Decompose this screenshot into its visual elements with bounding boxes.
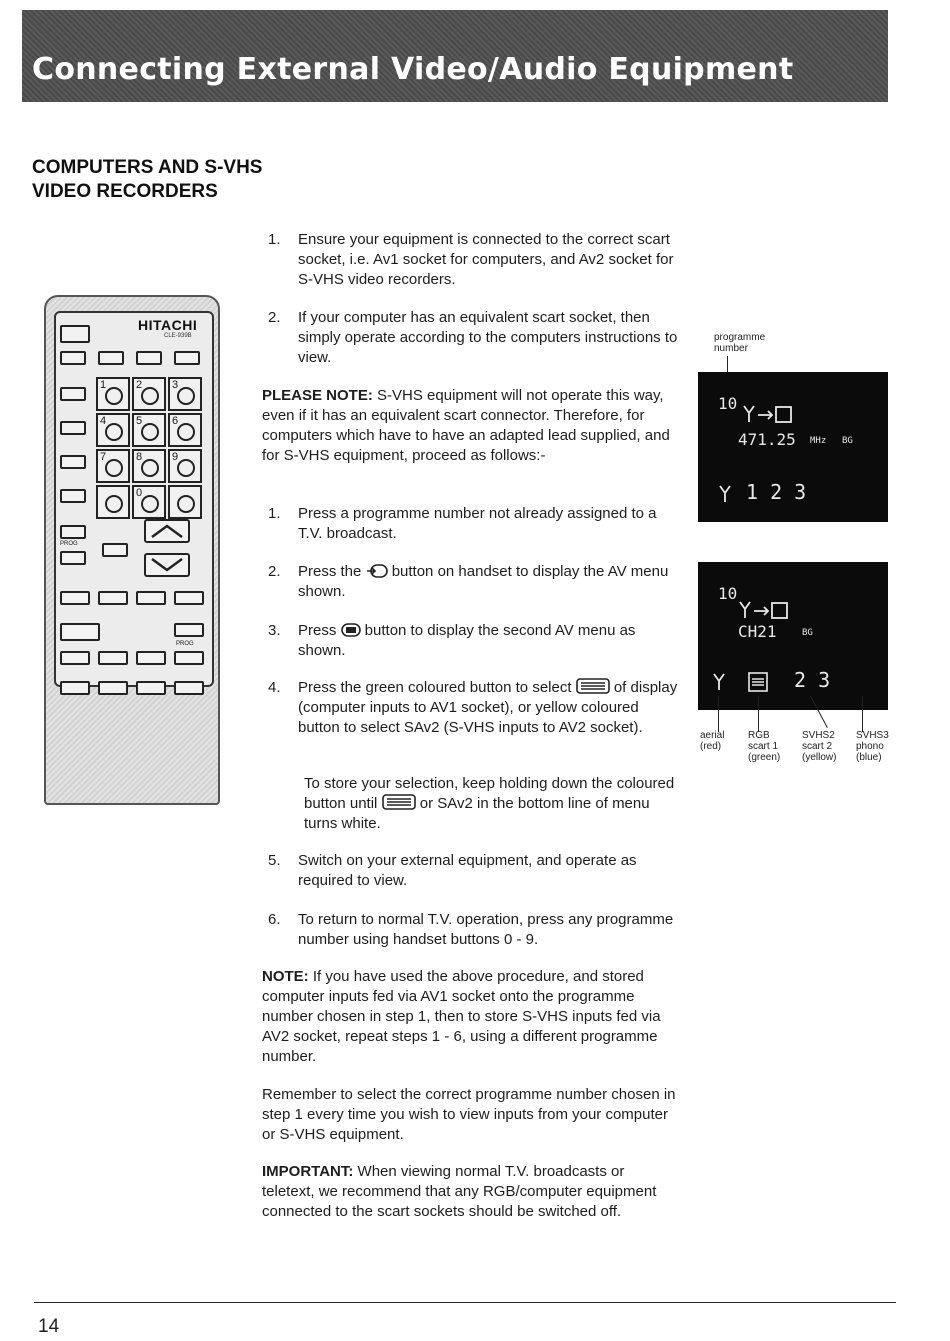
remote-side-button (60, 421, 86, 435)
remote-side-button (60, 489, 86, 503)
remote-side-button (102, 543, 128, 557)
chevron-up-icon (146, 521, 188, 541)
remote-vcr-button (60, 623, 100, 641)
aerial-icon (718, 484, 732, 504)
remote-number-key: 5 (132, 413, 166, 447)
remote-small-button (98, 351, 124, 365)
remote-number-key: 2 (132, 377, 166, 411)
remote-vcr-button (60, 651, 90, 665)
remote-prog-label: PROG (60, 541, 78, 547)
rgb-symbol-icon (576, 678, 610, 694)
remote-number-key: 1 (96, 377, 130, 411)
screen-programme-number: 10 (718, 394, 738, 413)
remote-colour-button (60, 591, 90, 605)
screen-svhs-inputs: 2 3 (794, 668, 831, 692)
remote-vcr-button (136, 651, 166, 665)
remote-side-button (60, 455, 86, 469)
remote-number-key (96, 485, 130, 519)
remote-vcr-button (174, 681, 204, 695)
caption-rgb: RGB scart 1 (green) (748, 730, 781, 763)
caption-leader-line (862, 696, 863, 732)
caption-aerial: aerial (red) (700, 730, 725, 752)
screen-system: BG (842, 436, 853, 446)
screen-av-inputs: 1 2 3 (746, 480, 807, 504)
note-paragraph: NOTE: If you have used the above procedure, and stored computer inputs fed via AV1 socket onto the programme number chosen in step 1, then to store S-VHS inputs fed via AV2 socket, repeat steps 1 - 6, using a different programme number. (262, 968, 661, 1065)
important-paragraph: IMPORTANT: When viewing normal T.V. broadcasts or teletext, we recommend that any RGB/computer equipment connected to the scart sockets should be switched off. (262, 1163, 657, 1220)
screen-frequency: 471.25 (738, 430, 796, 449)
remote-number-key: 8 (132, 449, 166, 483)
remote-number-key (168, 485, 202, 519)
remote-small-button (60, 351, 86, 365)
remote-number-key: 0 (132, 485, 166, 519)
aerial-to-av-icon (742, 404, 796, 424)
remote-small-button (136, 351, 162, 365)
remote-number-key: 3 (168, 377, 202, 411)
screen-frequency-unit: MHz (810, 436, 827, 446)
caption-leader-line (758, 696, 759, 732)
chevron-down-icon (146, 555, 188, 575)
caption-svhs3: SVHS3 phono (blue) (856, 730, 889, 763)
av-menu-screen-2 (698, 562, 888, 710)
remote-down-button (144, 553, 190, 577)
remote-number-key: 4 (96, 413, 130, 447)
remember-paragraph: Remember to select the correct programme number chosen in step 1 every time you wish to view inputs from your computer or S-VHS equipment. (262, 1086, 676, 1143)
remote-number-key: 6 (168, 413, 202, 447)
remote-prog-label: PROG (176, 641, 194, 647)
page-title: Connecting External Video/Audio Equipment (32, 52, 794, 87)
remote-vcr-button (136, 681, 166, 695)
rgb-symbol-icon (382, 794, 416, 810)
remote-small-button (174, 351, 200, 365)
rgb-symbol-icon (748, 672, 768, 692)
remote-colour-button (98, 591, 128, 605)
programme-number-caption: programme number (714, 332, 766, 354)
remote-side-button (60, 387, 86, 401)
please-note-paragraph: PLEASE NOTE: S-VHS equipment will not operate this way, even if it has an equivalent scart connector. Therefore, for computers which have to have an adapted lead supplied, and for S-VHS equipment, proceed as follows:- (262, 387, 670, 464)
store-note-paragraph: To store your selection, keep holding down the coloured button until or SAv2 in the bottom line of menu turns white. (304, 775, 675, 832)
caption-leader-line (718, 696, 719, 732)
av-menu-screen-1 (698, 372, 888, 522)
remote-colour-button (174, 591, 204, 605)
footer-divider (34, 1302, 896, 1303)
aerial-icon (712, 672, 726, 692)
remote-model: CLE-939B (164, 333, 192, 339)
remote-vcr-button (174, 651, 204, 665)
page-number: 14 (38, 1316, 60, 1337)
remote-colour-button (136, 591, 166, 605)
screen-programme-number: 10 (718, 584, 738, 603)
av-button-icon (366, 564, 388, 578)
aerial-to-av-icon (738, 600, 792, 620)
menu-button-icon (341, 623, 361, 637)
remote-number-key: 9 (168, 449, 202, 483)
remote-vcr-button (98, 681, 128, 695)
remote-side-button (60, 551, 86, 565)
screen-system: BG (802, 628, 813, 638)
section-title: COMPUTERS AND S-VHS VIDEO RECORDERS (32, 157, 263, 202)
remote-control-illustration (44, 295, 220, 805)
remote-number-key: 7 (96, 449, 130, 483)
caption-svhs2: SVHS2 scart 2 (yellow) (802, 730, 837, 763)
remote-power-button (60, 325, 90, 343)
remote-up-button (144, 519, 190, 543)
remote-brand: HITACHI (138, 317, 198, 333)
screen-channel: CH21 (738, 622, 777, 641)
remote-vcr-button (174, 623, 204, 637)
remote-vcr-button (60, 681, 90, 695)
header-banner (22, 10, 888, 102)
remote-vcr-button (98, 651, 128, 665)
remote-side-button (60, 525, 86, 539)
